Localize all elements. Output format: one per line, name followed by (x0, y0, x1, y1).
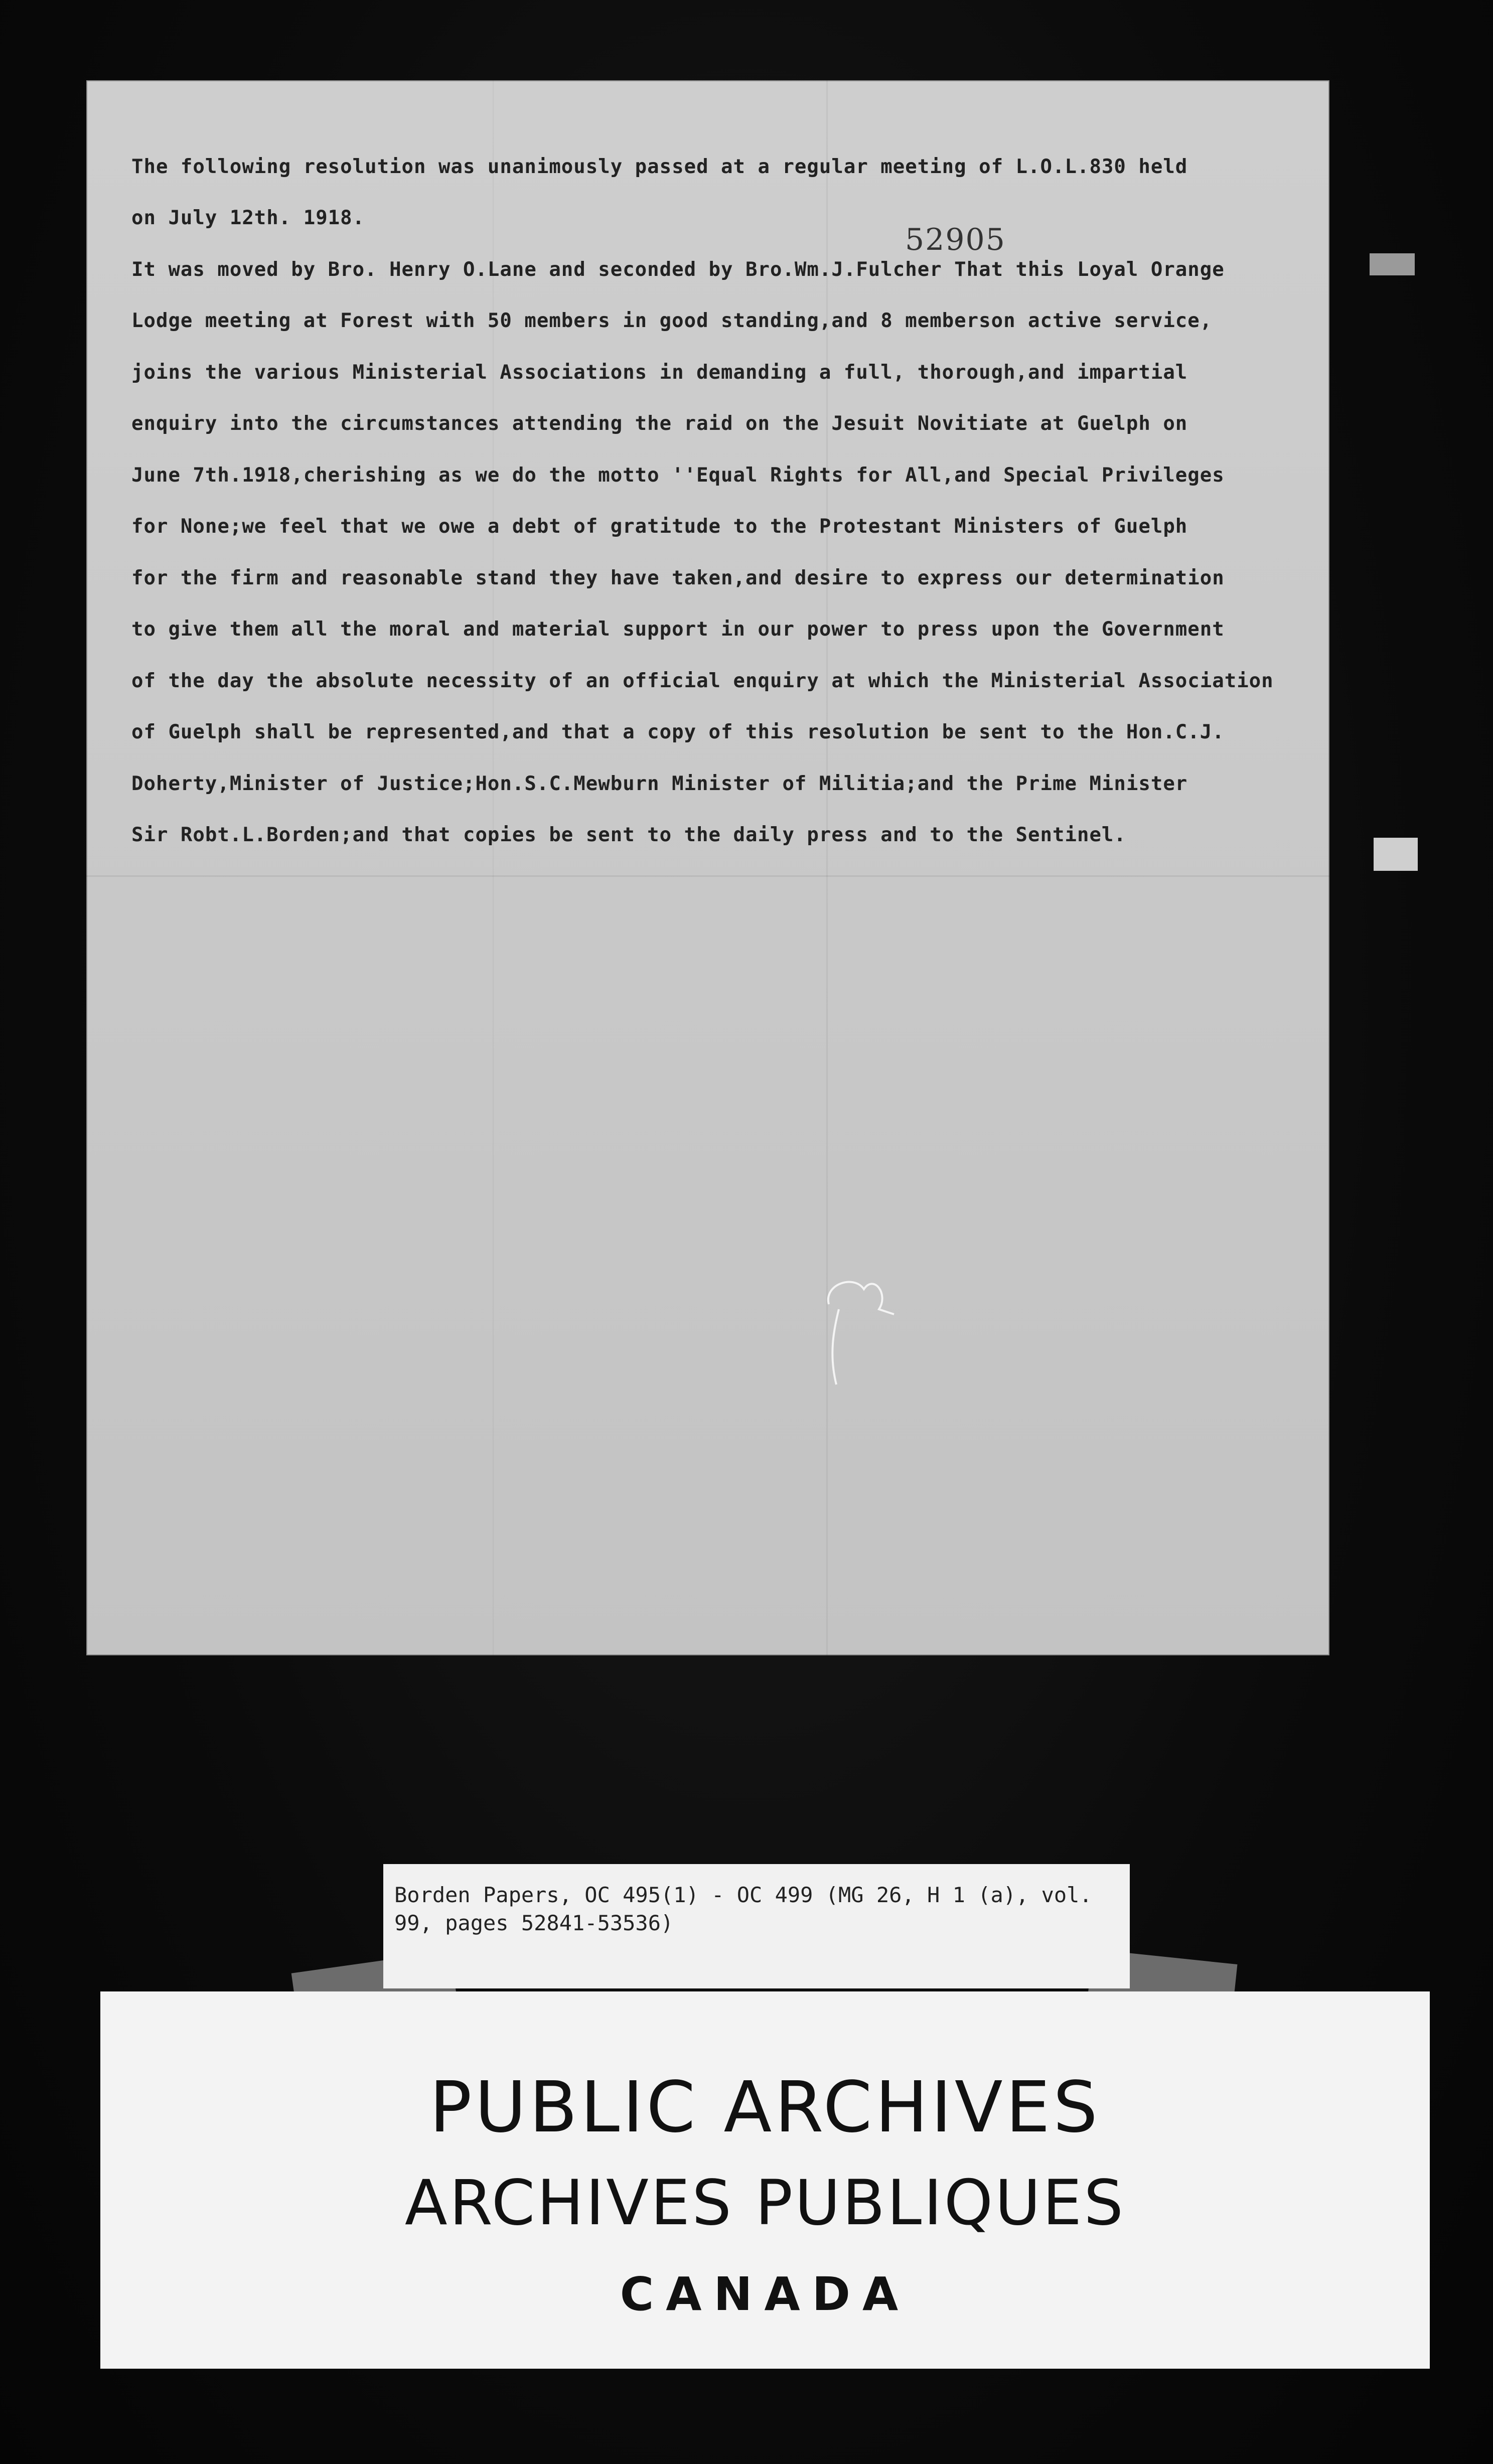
text-line: joins the various Ministerial Associations in demanding a full, thorough,and impartial (131, 361, 1188, 384)
stamp-line-country: CANADA (620, 2267, 911, 2321)
reference-line: Borden Papers, OC 495(1) - OC 499 (MG 26, H 1 (a), vol. (394, 1883, 1092, 1907)
text-line: for the firm and reasonable stand they have taken,and desire to express our determination (131, 567, 1225, 589)
text-line: to give them all the moral and material support in our power to press upon the Government (131, 618, 1225, 641)
reference-label (383, 1864, 1130, 1988)
film-edge-marker (1374, 838, 1418, 871)
film-edge-marker (1370, 253, 1415, 275)
text-line: Lodge meeting at Forest with 50 members in good standing,and 8 memberson active service, (131, 310, 1213, 332)
text-line: of the day the absolute necessity of an official enquiry at which the Ministerial Association (131, 670, 1274, 692)
reference-text (394, 1881, 1117, 1937)
reference-line: 99, pages 52841-53536) (394, 1911, 674, 1935)
text-line: June 7th.1918,cherishing as we do the motto ''Equal Rights for All,and Special Privileges (131, 464, 1225, 487)
text-line: Sir Robt.L.Borden;and that copies be sent to the daily press and to the Sentinel. (131, 824, 1126, 846)
page-fold (86, 875, 1329, 877)
document-page (86, 80, 1329, 1655)
archive-stamp (100, 1991, 1430, 2369)
text-line: of Guelph shall be represented,and that a copy of this resolution be sent to the Hon.C.J. (131, 721, 1225, 743)
document-number: 52905 (905, 222, 1006, 257)
text-line: on July 12th. 1918. (131, 207, 365, 229)
fiber-mark (809, 1264, 909, 1390)
text-line: It was moved by Bro. Henry O.Lane and seconded by Bro.Wm.J.Fulcher That this Loyal Orange (131, 258, 1225, 281)
text-line: for None;we feel that we owe a debt of gratitude to the Protestant Ministers of Guelph (131, 515, 1188, 538)
stamp-line-french: ARCHIVES PUBLIQUES (404, 2167, 1126, 2239)
stamp-line-english: PUBLIC ARCHIVES (429, 2067, 1101, 2148)
text-line: enquiry into the circumstances attending the raid on the Jesuit Novitiate at Guelph on (131, 412, 1188, 435)
text-line: Doherty,Minister of Justice;Hon.S.C.Mewburn Minister of Militia;and the Prime Minister (131, 773, 1188, 795)
text-line: The following resolution was unanimously passed at a regular meeting of L.O.L.830 held (131, 156, 1188, 178)
